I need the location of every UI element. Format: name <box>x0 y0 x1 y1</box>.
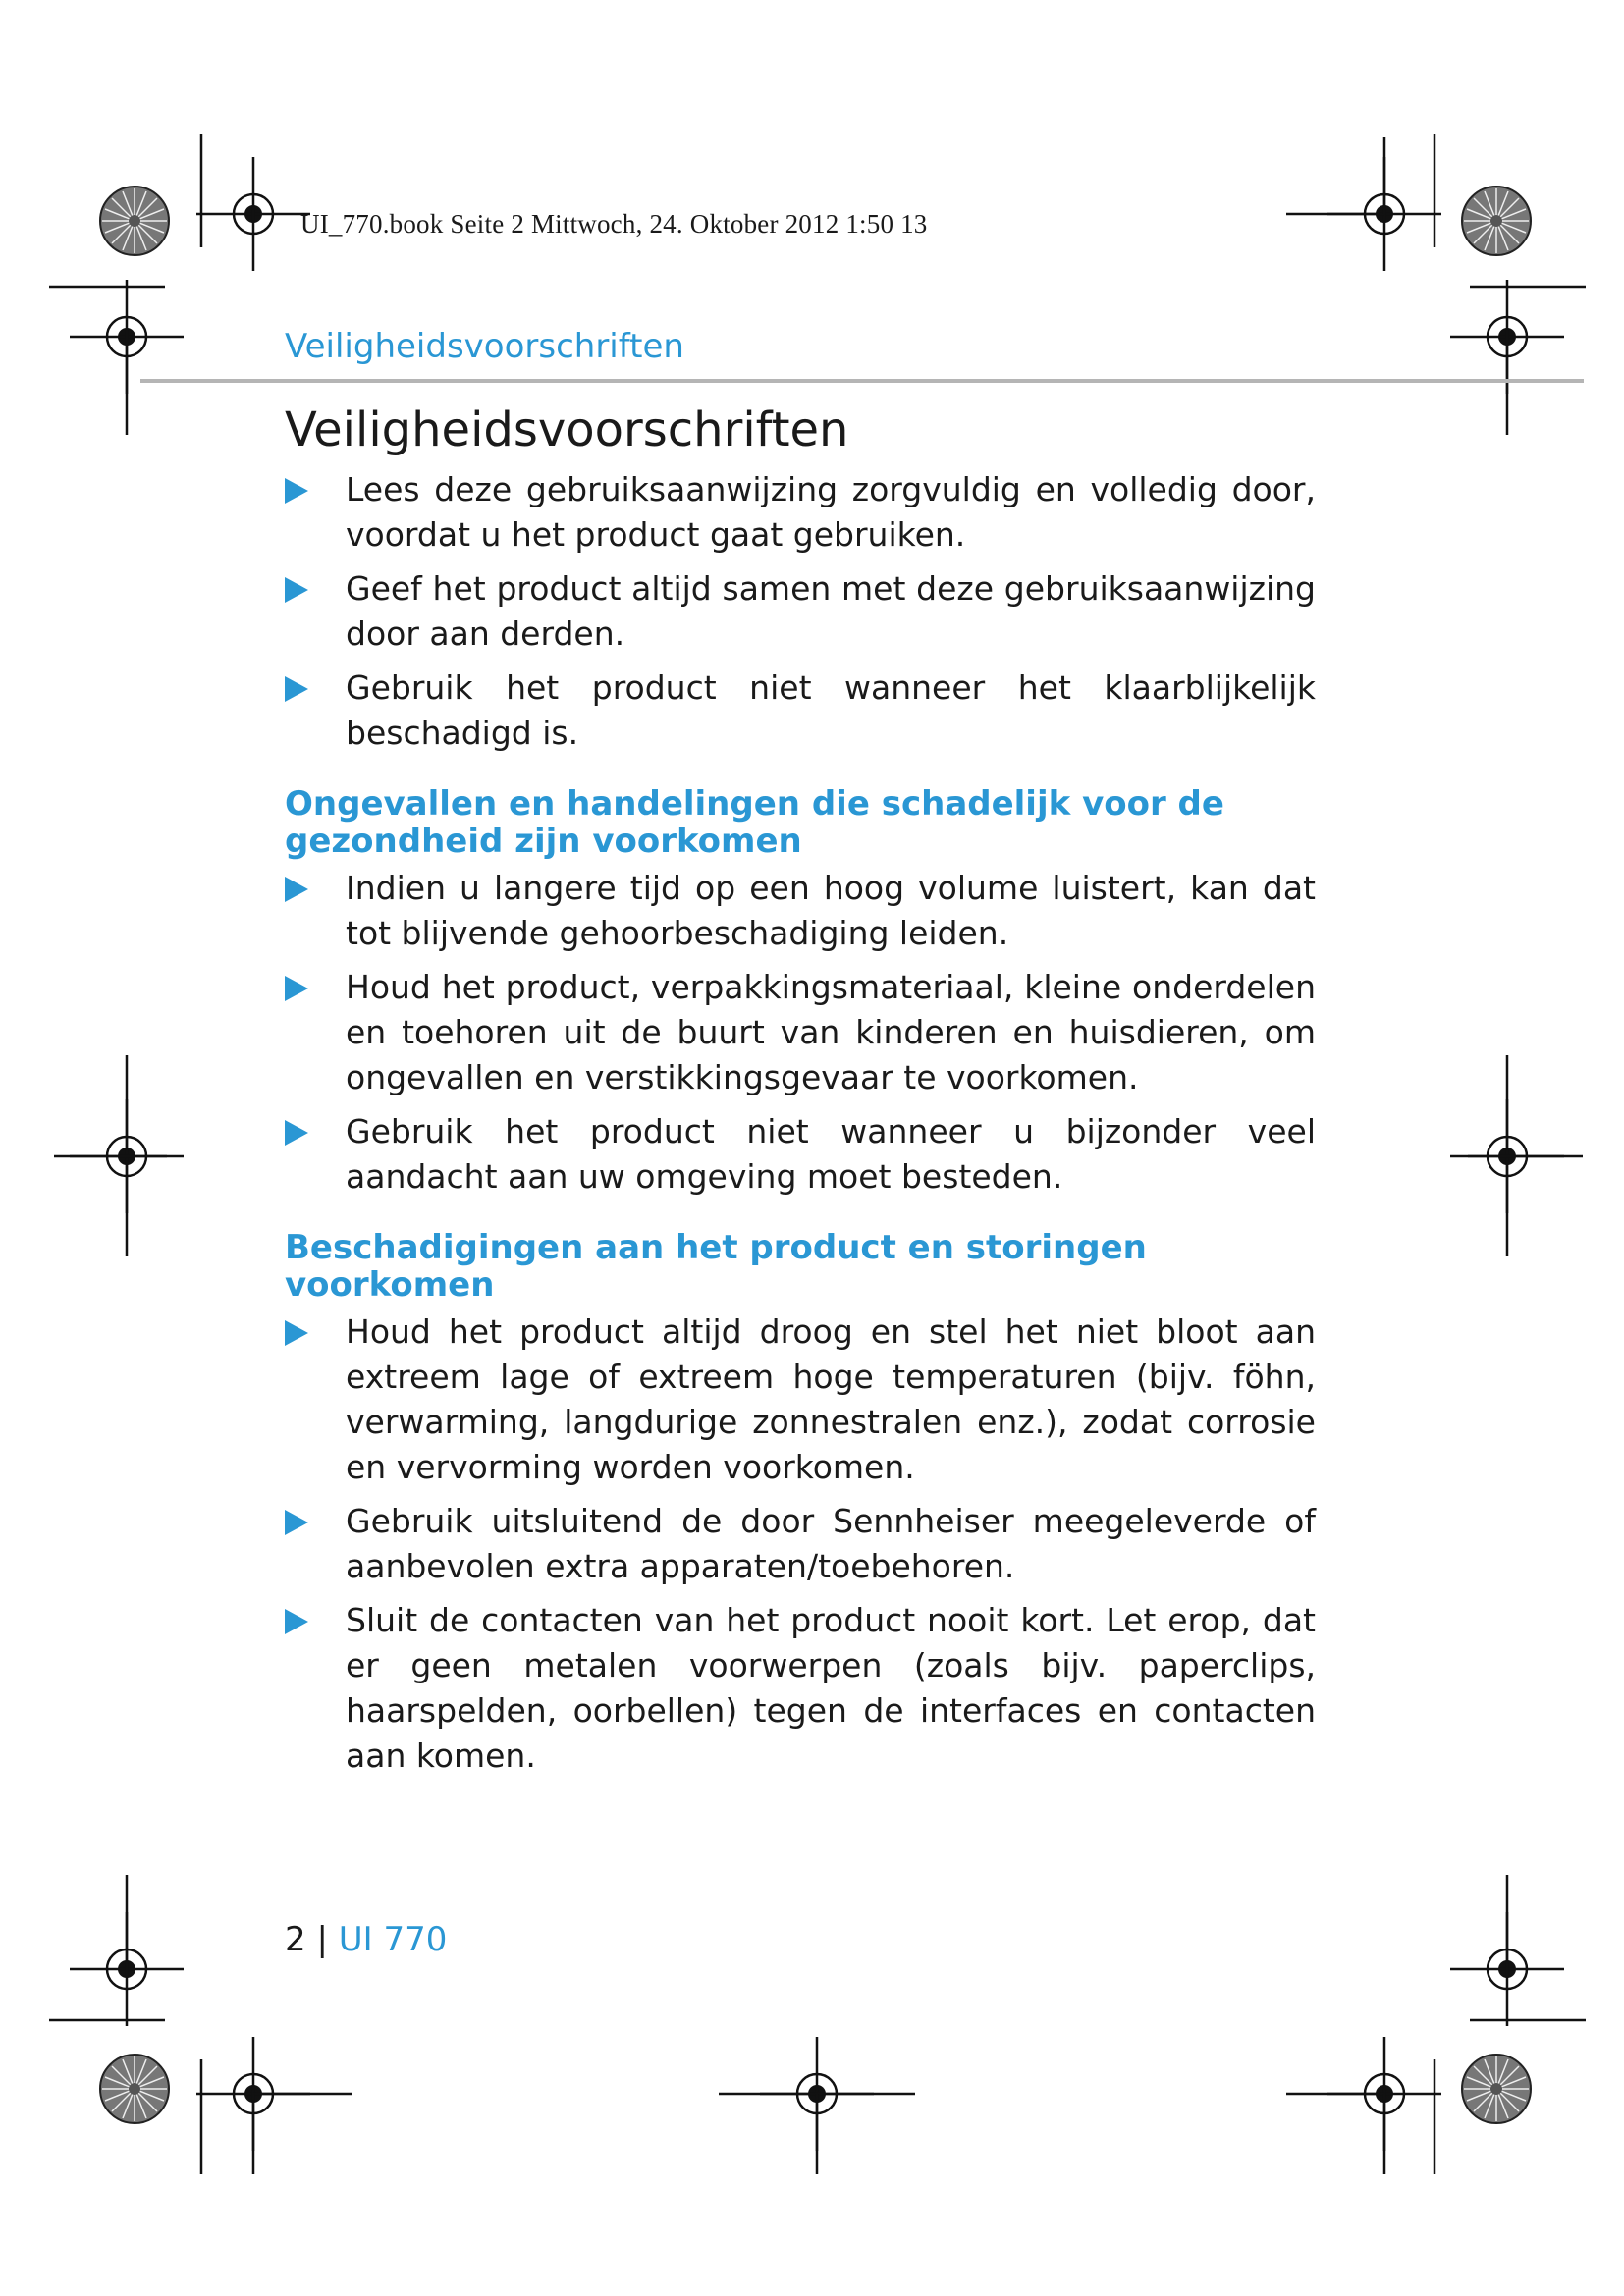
list-item-text: Houd het product altijd droog en stel het niet bloot aan extreem lage of extreem hoge temperaturen (bijv. föhn, verwarming, langdurige zonnestralen enz.), zodat corrosie en vervorming worden voorkomen. <box>346 1312 1316 1486</box>
color-bar-icon <box>100 187 169 255</box>
color-bar-icon <box>1462 2055 1531 2123</box>
list-item <box>285 965 1316 1100</box>
list-item-text: Houd het product, verpakkingsmateriaal, kleine onderdelen en toehoren uit de buurt van kinderen en huisdieren, om ongevallen en verstikkingsgevaar te voorkomen. <box>346 968 1316 1096</box>
color-bar-icon <box>1462 187 1531 255</box>
triangle-bullet-icon <box>285 1120 308 1146</box>
list-item-text: Sluit de contacten van het product nooit kort. Let erop, dat er geen metalen voorwerpen (zoals bijv. paperclips, haarspelden, oorbellen) tegen de interfaces en contacten aan komen. <box>346 1601 1316 1775</box>
triangle-bullet-icon <box>285 1510 308 1535</box>
triangle-bullet-icon <box>285 976 308 1001</box>
footer-separator: | <box>316 1920 328 1959</box>
list-item-text: Indien u langere tijd op een hoog volume luistert, kan dat tot blijvende gehoorbeschadiging leiden. <box>346 869 1316 952</box>
list-item <box>285 1499 1316 1589</box>
list-item-text: Gebruik het product niet wanneer u bijzonder veel aandacht aan uw omgeving moet besteden. <box>346 1112 1316 1196</box>
page-footer <box>285 1920 447 1959</box>
list-item-text: Gebruik uitsluitend de door Sennheiser meegeleverde of aanbevolen extra apparaten/toebehoren. <box>346 1502 1316 1585</box>
triangle-bullet-icon <box>285 577 308 603</box>
list-item-text: Lees deze gebruiksaanwijzing zorgvuldig en volledig door, voordat u het product gaat gebruiken. <box>346 470 1316 554</box>
list-item <box>285 666 1316 756</box>
list-item <box>285 1109 1316 1200</box>
triangle-bullet-icon <box>285 877 308 902</box>
triangle-bullet-icon <box>285 676 308 702</box>
header-rule <box>140 379 1584 383</box>
list-item <box>285 1598 1316 1779</box>
list-item <box>285 866 1316 956</box>
section-heading-accidents: Ongevallen en handelingen die schadelijk voor de gezondheid zijn voorkomen <box>285 784 1224 861</box>
registration-mark-icon <box>196 157 310 271</box>
safety-content <box>285 467 1316 1788</box>
print-slug: UI_770.book Seite 2 Mittwoch, 24. Oktober 2012 1:50 13 <box>300 209 928 239</box>
page-title: Veiligheidsvoorschriften <box>285 402 849 457</box>
triangle-bullet-icon <box>285 1320 308 1346</box>
model-name: UI 770 <box>338 1920 448 1959</box>
list-item-text: Geef het product altijd samen met deze gebruiksaanwijzing door aan derden. <box>346 569 1316 653</box>
color-bar-icon <box>100 2055 169 2123</box>
list-item <box>285 566 1316 657</box>
running-head: Veiligheidsvoorschriften <box>285 327 684 366</box>
section-heading-damage: Beschadigingen aan het product en storingen voorkomen <box>285 1228 1147 1305</box>
list-item <box>285 467 1316 558</box>
triangle-bullet-icon <box>285 478 308 504</box>
triangle-bullet-icon <box>285 1609 308 1634</box>
page-number: 2 <box>285 1920 306 1959</box>
list-item-text: Gebruik het product niet wanneer het klaarblijkelijk beschadigd is. <box>346 668 1316 752</box>
list-item <box>285 1309 1316 1490</box>
